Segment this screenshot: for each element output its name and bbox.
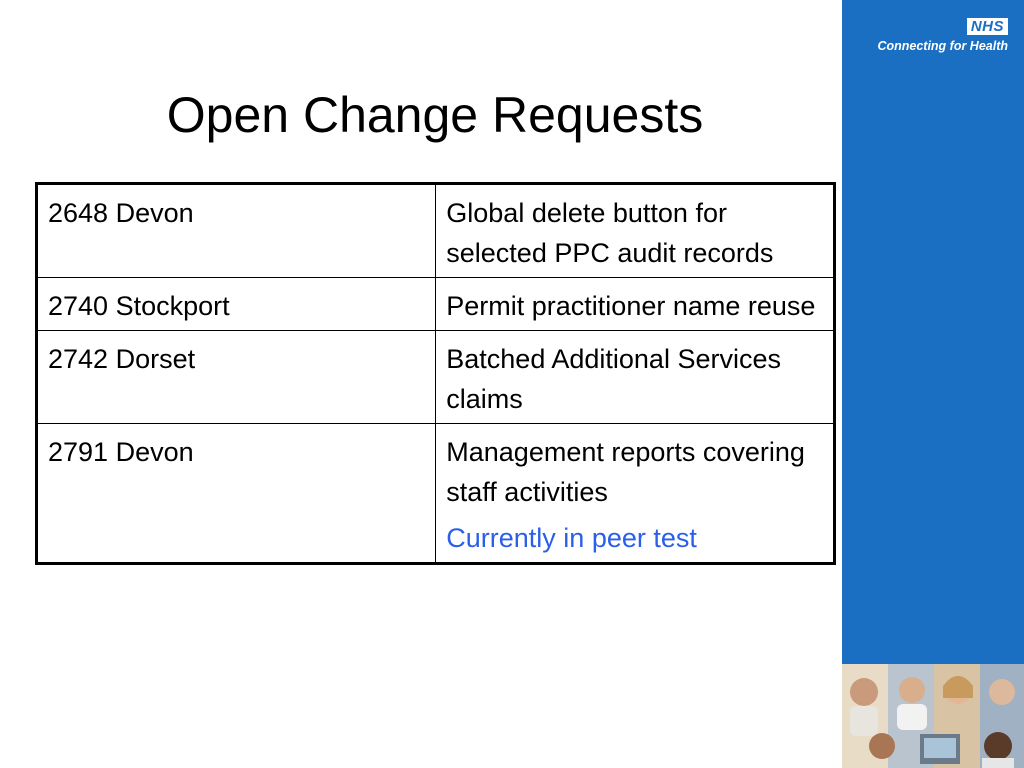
staff-photo-collage — [842, 664, 1024, 768]
request-description-cell — [436, 184, 835, 278]
table-row — [37, 331, 835, 424]
table-row — [37, 424, 835, 564]
request-description: Management reports covering staff activities — [446, 437, 805, 507]
change-requests-table — [35, 182, 836, 565]
table-row — [37, 278, 835, 331]
request-description-cell — [436, 424, 835, 564]
slide-title: Open Change Requests — [166, 87, 704, 143]
logo-tagline: Connecting for Health — [877, 39, 1008, 53]
request-reference: 2740 Stockport — [37, 278, 436, 331]
nhs-logo — [877, 18, 1008, 53]
photo-collage-image — [842, 664, 1024, 768]
request-description: Batched Additional Services claims — [446, 344, 781, 414]
request-reference: 2742 Dorset — [37, 331, 436, 424]
request-description-cell — [436, 331, 835, 424]
request-reference: 2648 Devon — [37, 184, 436, 278]
request-reference: 2791 Devon — [37, 424, 436, 564]
table-row — [37, 184, 835, 278]
request-description: Permit practitioner name reuse — [446, 291, 816, 321]
request-description-cell — [436, 278, 835, 331]
nhs-badge: NHS — [967, 18, 1008, 35]
request-status: Currently in peer test — [446, 523, 697, 553]
request-description: Global delete button for selected PPC audit records — [446, 198, 774, 268]
